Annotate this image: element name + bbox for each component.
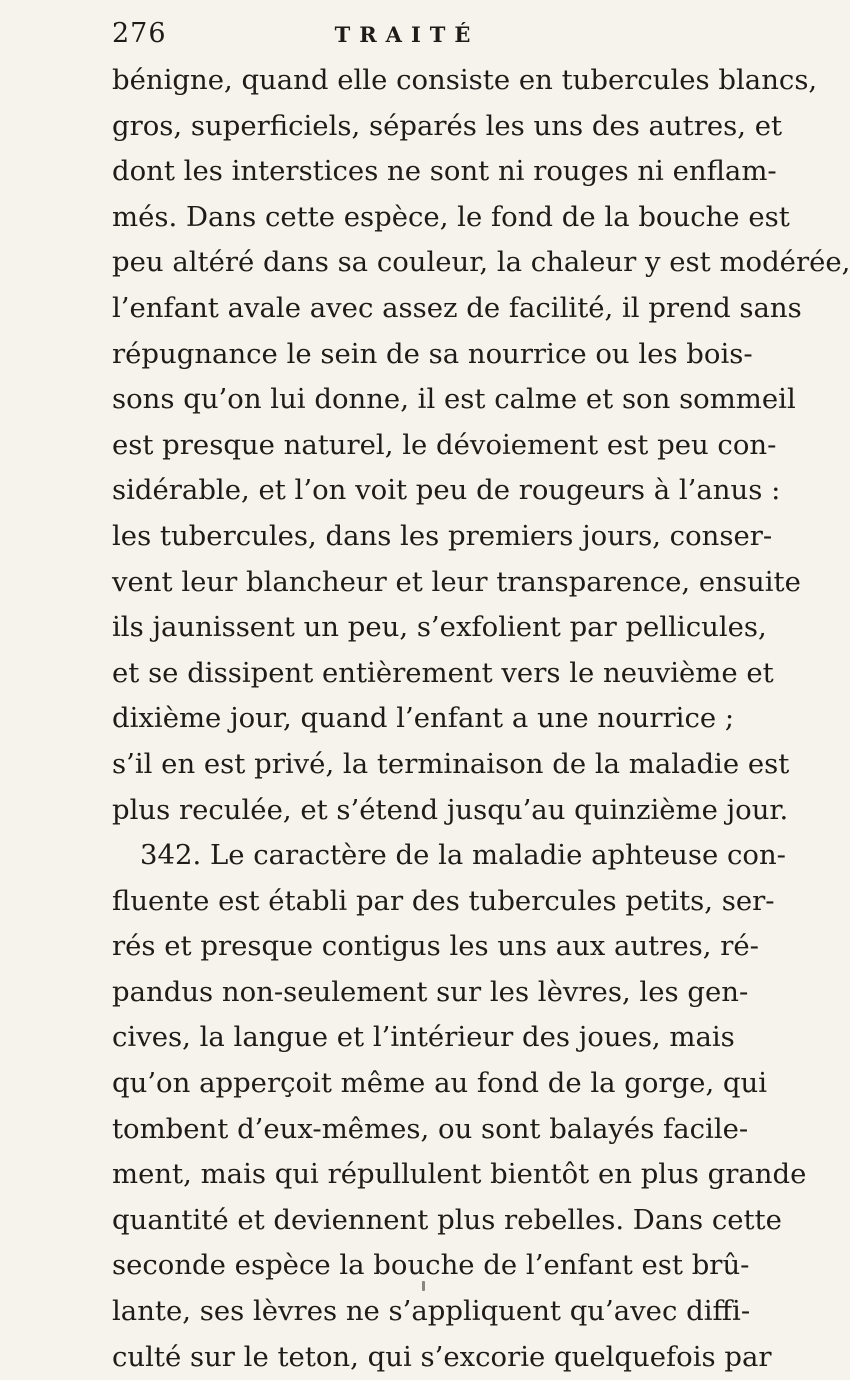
page-number: 276 <box>112 18 167 49</box>
text-line: peu altéré dans sa couleur, la chaleur y est modérée, <box>112 246 850 279</box>
text-line: plus reculée, et s’étend jusqu’au quinzième jour. <box>112 793 789 826</box>
text-line: dixième jour, quand l’enfant a une nourrice ; <box>112 702 735 735</box>
text-line: les tubercules, dans les premiers jours, conser- <box>112 519 773 552</box>
running-head <box>112 18 702 54</box>
text-line: est presque naturel, le dévoiement est peu con- <box>112 428 777 461</box>
text-line: et se dissipent entièrement vers le neuvième et <box>112 656 774 689</box>
body-text <box>112 58 850 1380</box>
text-line: répugnance le sein de sa nourrice ou les bois- <box>112 337 753 370</box>
text-line: ils jaunissent un peu, s’exfolient par pellicules, <box>112 611 767 644</box>
text-line: més. Dans cette espèce, le fond de la bouche est <box>112 200 790 233</box>
text-line: l’enfant avale avec assez de facilité, il prend sans <box>112 291 802 324</box>
text-line: tombent d’eux-mêmes, ou sont balayés facile- <box>112 1112 749 1145</box>
text-line: cives, la langue et l’intérieur des joues, mais <box>112 1021 735 1054</box>
text-line: gros, superficiels, séparés les uns des autres, et <box>112 109 783 142</box>
text-line: fluente est établi par des tubercules petits, ser- <box>112 884 775 917</box>
text-line: bénigne, quand elle consiste en tubercules blancs, <box>112 64 818 96</box>
text-line: qu’on apperçoit même au fond de la gorge, qui <box>112 1067 768 1100</box>
paragraph-start-line: 342. Le caractère de la maladie aphteuse con- <box>140 839 786 872</box>
text-line: rés et presque contigus les uns aux autres, ré- <box>112 930 759 963</box>
text-line: seconde espèce la bouche de l’enfant est brû- <box>112 1249 750 1282</box>
text-line: pandus non-seulement sur les lèvres, les gen- <box>112 975 749 1008</box>
ink-speck <box>422 1281 425 1291</box>
text-line: sidérable, et l’on voit peu de rougeurs à l’anus : <box>112 474 781 507</box>
running-title: TRAITÉ <box>334 22 480 47</box>
text-line: vent leur blancheur et leur transparence, ensuite <box>112 565 801 598</box>
text-line: ment, mais qui répullulent bientôt en plus grande <box>112 1158 807 1191</box>
text-line: culté sur le teton, qui s’excorie quelquefois par <box>112 1340 772 1373</box>
text-line: lante, ses lèvres ne s’appliquent qu’avec diffi- <box>112 1295 751 1328</box>
text-line: s’il en est privé, la terminaison de la maladie est <box>112 747 790 780</box>
text-line: dont les interstices ne sont ni rouges ni enflam- <box>112 155 777 188</box>
text-line: sons qu’on lui donne, il est calme et son sommeil <box>112 383 796 416</box>
text-line: quantité et deviennent plus rebelles. Dans cette <box>112 1203 782 1236</box>
